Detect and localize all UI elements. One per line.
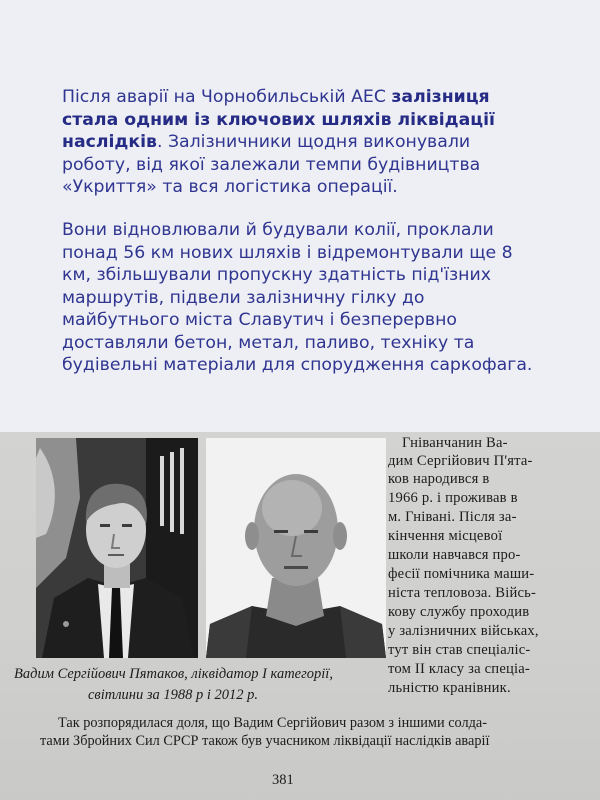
bio-line: дим Сергійович П'ята-	[388, 453, 533, 469]
photo-2012	[206, 438, 386, 658]
caption-line: світлини за 1988 р і 2012 р.	[88, 687, 259, 703]
bio-line: м. Гнівані. Після за-	[388, 509, 517, 525]
intro-text-lead: Після аварії на Чорнобильській АЕС	[62, 87, 392, 107]
bio-line: ніста тепловоза. Війсь-	[388, 585, 537, 601]
bio-line: фесії помічника маши-	[388, 566, 535, 582]
intro-paragraph-2: Вони відновлювали й будували колії, проклали понад 56 км нових шляхів і відремонтували ще 8 км, збільшували пропускну здатність під'їзних маршрутів, підвели залізничну гілку до майбутнього міста Славутич і безперервно доставляли бетон, метал, паливо, техніку та будівельні матеріали для спорудження саркофага.	[62, 220, 533, 375]
caption-line: Вадим Сергійович Пятаков, ліквідатор I категорії,	[14, 666, 333, 682]
body-line: Так розпорядилася доля, що Вадим Сергійович разом з іншими солда-	[58, 715, 488, 731]
bio-line: у залізничних військах,	[388, 623, 539, 639]
bio-line: ков народився в	[388, 471, 490, 487]
intro-paragraph-1	[62, 86, 542, 199]
book-page-scan	[0, 432, 600, 800]
intro-highlight: залізниця стала одним із ключових шляхів ліквідації наслідків	[62, 87, 495, 152]
bio-line: кову службу проходив	[388, 604, 530, 620]
bio-line: том II класу за спеціа-	[388, 661, 530, 677]
bio-line: тут він став спеціаліс-	[388, 642, 531, 658]
intro-text-tail: . Залізничники щодня виконували роботу, від якої залежали темпи будівництва «Укриття» та вся логістика операції.	[62, 132, 481, 197]
photo-1988	[36, 438, 198, 658]
bio-line: 1966 р. і проживав в	[388, 490, 518, 506]
bio-line: школи навчався про-	[388, 547, 521, 563]
body-line: тами Збройних Сил СРСР також був учасником ліквідації наслідків аварії	[40, 733, 490, 749]
bio-line: Гніванчанин Ва-	[402, 435, 508, 451]
bio-line: льністю кранівник.	[388, 680, 511, 696]
page-number: 381	[272, 772, 294, 788]
bio-line: кінчення місцевої	[388, 528, 503, 544]
